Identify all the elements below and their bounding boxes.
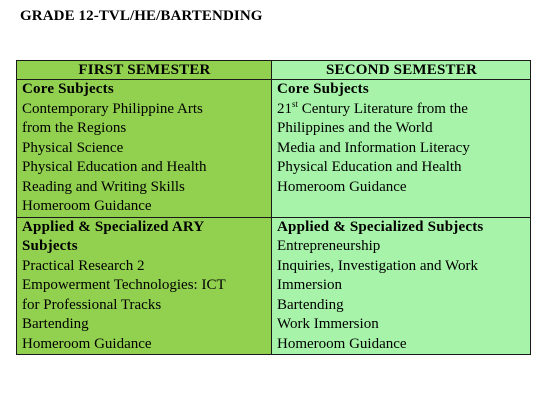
subject-item: Homeroom Guidance (277, 335, 407, 352)
first-semester-header: FIRST SEMESTER (17, 61, 272, 80)
second-semester-header: SECOND SEMESTER (272, 61, 531, 80)
subject-item: Reading and Writing Skills (22, 178, 185, 195)
subject-item: Bartending (277, 296, 344, 313)
second-semester-applied-cell (272, 217, 531, 355)
first-semester-applied-cell (17, 217, 272, 355)
second-semester-core-cell (272, 80, 531, 218)
subject-item: for Professional Tracks (22, 296, 162, 313)
century-number: 21 (277, 100, 292, 117)
subject-item: Contemporary Philippine Arts (22, 100, 203, 117)
subject-item: Homeroom Guidance (277, 178, 407, 195)
ordinal-superscript: st (292, 98, 299, 109)
subject-item: Physical Education and Health (277, 159, 462, 175)
semester-header-row (17, 61, 531, 80)
applied-subjects-heading-continued: Subjects (22, 238, 78, 254)
curriculum-table (16, 60, 531, 355)
subject-item: Physical Science (22, 139, 124, 156)
subject-item: Physical Education and Health (22, 159, 207, 175)
subject-item: Immersion (277, 277, 342, 293)
subject-item: Empowerment Technologies: ICT (22, 277, 226, 293)
subject-item: from the Regions (22, 120, 127, 136)
subject-item: Media and Information Literacy (277, 139, 470, 156)
core-subjects-row (17, 80, 531, 218)
subject-item: Practical Research 2 (22, 257, 145, 274)
subject-item: Philippines and the World (277, 120, 433, 136)
document-title: GRADE 12-TVL/HE/BARTENDING (20, 8, 263, 24)
core-subjects-heading: Core Subjects (277, 81, 369, 97)
subject-item: Homeroom Guidance (22, 198, 152, 214)
subject-item-text: Century Literature from the (298, 100, 468, 117)
applied-subjects-heading: Applied & Specialized Subjects (277, 218, 484, 235)
subject-item: Inquiries, Investigation and Work (277, 257, 478, 274)
applied-subjects-row (17, 217, 531, 355)
subject-item (277, 100, 526, 120)
subject-item: Homeroom Guidance (22, 335, 152, 352)
subject-item: Bartending (22, 316, 89, 332)
applied-subjects-heading: Applied & Specialized ARY (22, 218, 205, 235)
subject-item: Entrepreneurship (277, 238, 381, 254)
subject-item: Work Immersion (277, 316, 379, 332)
first-semester-core-cell (17, 80, 272, 218)
core-subjects-heading: Core Subjects (22, 81, 114, 97)
